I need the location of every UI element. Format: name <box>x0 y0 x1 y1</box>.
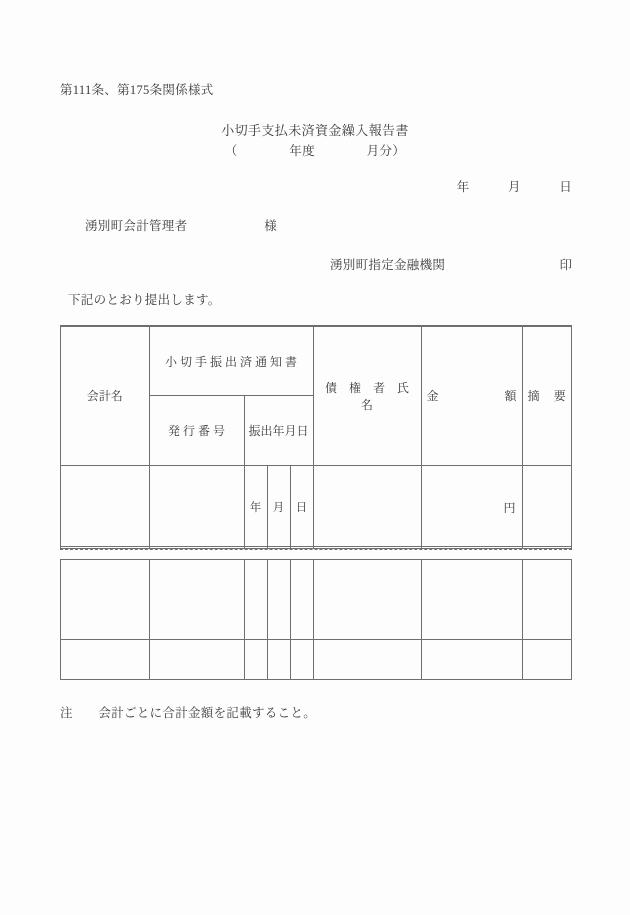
cell-issue-year[interactable] <box>244 639 267 679</box>
cell-issue-year[interactable] <box>244 465 267 546</box>
addressee-line: 湧別町会計管理者 様 <box>85 219 278 233</box>
unit-label-month: 月 <box>272 502 285 515</box>
cell-remarks[interactable] <box>522 639 571 679</box>
header-remarks-right: 要 <box>553 389 566 404</box>
table-row <box>61 465 571 546</box>
cell-account-name[interactable] <box>61 639 149 679</box>
footer-note: 注 会計ごとに合計金額を記載すること。 <box>60 706 317 720</box>
cell-creditor-name[interactable] <box>313 639 421 679</box>
cell-issue-day[interactable] <box>290 560 313 640</box>
cell-issue-number[interactable] <box>149 546 244 548</box>
cell-remarks[interactable] <box>522 465 571 546</box>
cell-account-name[interactable] <box>61 560 149 640</box>
header-creditor-name: 債 権 者 氏 名 <box>313 327 421 466</box>
unit-label-yen: 円 <box>503 500 516 515</box>
header-check-notice-group: 小 切 手 振 出 済 通 知 書 <box>149 327 313 396</box>
cell-issue-number[interactable] <box>149 560 244 640</box>
header-issue-date: 振出年月日 <box>244 396 313 465</box>
cell-creditor-name[interactable] <box>313 465 421 546</box>
submission-statement: 下記のとおり提出します。 <box>68 293 221 307</box>
cell-remarks[interactable] <box>522 546 571 548</box>
document-subtitle: （ 年度 月分） <box>224 144 406 158</box>
table-bottom-section <box>60 559 572 680</box>
cell-issue-month[interactable] <box>267 465 290 546</box>
header-amount <box>421 327 522 466</box>
table-continuation-divider-upper <box>60 549 572 550</box>
cell-amount[interactable] <box>421 560 522 640</box>
header-issue-number: 発 行 番 号 <box>149 396 244 465</box>
cell-creditor-name[interactable] <box>313 546 421 548</box>
cell-account-name[interactable] <box>61 546 149 548</box>
document-title: 小切手支払未済資金繰入報告書 <box>221 123 409 138</box>
cell-amount[interactable] <box>421 639 522 679</box>
cell-issue-day[interactable] <box>290 639 313 679</box>
cell-issue-day[interactable] <box>290 546 313 548</box>
cell-creditor-name[interactable] <box>313 560 421 640</box>
submitter-line: 湧別町指定金融機関 <box>330 258 446 272</box>
cell-issue-month[interactable] <box>267 546 290 548</box>
cell-amount[interactable] <box>421 465 522 546</box>
unit-label-day: 日 <box>295 502 308 515</box>
cell-account-name[interactable] <box>61 465 149 546</box>
table-row <box>61 560 571 640</box>
header-remarks-left: 摘 <box>527 389 540 404</box>
seal-mark: 印 <box>559 258 572 272</box>
cell-amount[interactable] <box>421 546 522 548</box>
cell-remarks[interactable] <box>522 560 571 640</box>
cell-issue-month[interactable] <box>267 560 290 640</box>
table-header-row-1 <box>61 327 571 396</box>
cell-issue-year[interactable] <box>244 560 267 640</box>
form-code: 第111条、第175条関係様式 <box>60 83 214 97</box>
cell-issue-day[interactable] <box>290 465 313 546</box>
unit-label-year: 年 <box>249 502 262 515</box>
header-remarks <box>522 327 571 466</box>
date-line: 年 月 日 <box>456 180 572 194</box>
table-row <box>61 639 571 679</box>
cell-issue-year[interactable] <box>244 546 267 548</box>
cell-issue-number[interactable] <box>149 465 244 546</box>
cell-issue-month[interactable] <box>267 639 290 679</box>
table-row <box>61 546 571 548</box>
cell-issue-number[interactable] <box>149 639 244 679</box>
report-table <box>60 325 572 680</box>
header-amount-right: 額 <box>504 389 517 404</box>
table-top-section <box>60 325 572 549</box>
header-amount-left: 金 <box>426 389 439 404</box>
header-account-name: 会計名 <box>61 327 149 466</box>
